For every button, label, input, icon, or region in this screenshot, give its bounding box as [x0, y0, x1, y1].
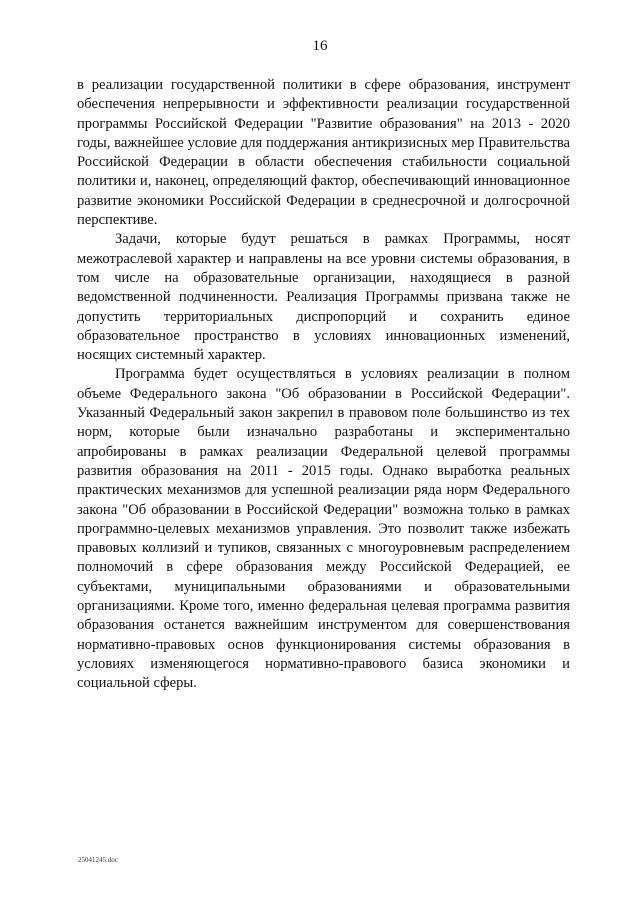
paragraph-program-implementation: Программа будет осуществляться в условиях реализации в полном объеме Федерального закона "Об образовании в Российской Федерации". Указанный Федеральный закон закрепил в правовом поле большинство из тех норм, которые были изначально разработаны и экспериментально апробированы в рамках реализации Федеральной целевой программы развития образования на 2011 - 2015 годы. Однако выработка реальных практических механизмов для успешной реализации ряда норм Федерального закона "Об образовании в Российской Федерации" возможна только в рамках программно-целевых механизмов управления. Это позволит также избежать правовых коллизий и тупиков, связанных с многоуровневым распределением полномочий в сфере образования между Российской Федерацией, ее субъектами, муниципальными образованиями и образовательными организациями. Кроме того, именно федеральная целевая программа развития образования останется важнейшим инструментом для совершенствования нормативно-правовых основ функционирования системы образования в условиях изменяющегося нормативно-правового базиса экономики и социальной сферы.: [77, 366, 570, 692]
paragraph-continuation: в реализации государственной политики в сфере образования, инструмент обеспечения непрерывности и эффективности реализации государственной программы Российской Федерации "Развитие образования" на 2013 - 2020 годы, важнейшее условие для поддержания антикризисных мер Правительства Российской Федерации в области обеспечения стабильности социальной политики и, наконец, определяющий фактор, обеспечивающий инновационное развитие экономики Российской Федерации в среднесрочной и долгосрочной перспективе.: [77, 77, 570, 229]
body-text: [77, 76, 570, 694]
paragraph-tasks: Задачи, которые будут решаться в рамках Программы, носят межотраслевой характер и направлены на все уровни системы образования, в том числе на образовательные организации, находящиеся в разной ведомственной подчиненности. Реализация Программы призвана также не допустить территориальных диспропорций и сохранить единое образовательное пространство в условиях инновационных изменений, носящих системный характер.: [77, 231, 570, 364]
footer-filename: 25041245.doc: [78, 856, 118, 864]
page-number: 16: [312, 38, 328, 54]
